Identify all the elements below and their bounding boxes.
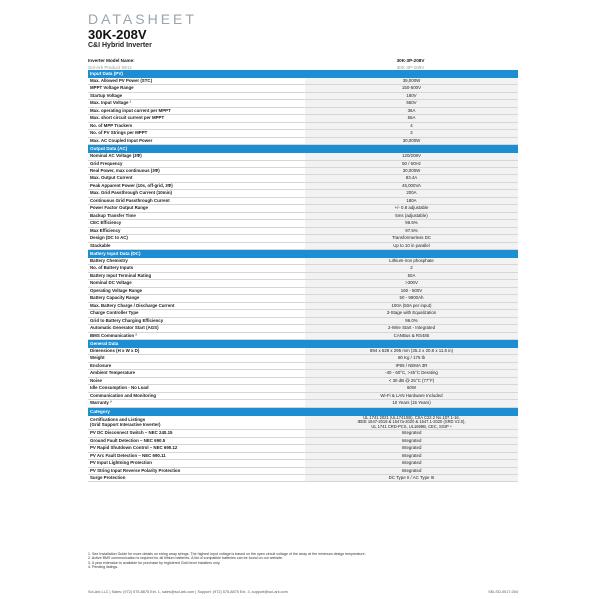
spec-label: Max. Output Current bbox=[90, 175, 133, 181]
footer-contact: Sol-Ark LLC | Sales: (972) 575-8875 Ext. 1, sales@sol-ark.com | Support: (972) 575-8875 Ext. 3, support@sol-ark.com bbox=[88, 590, 288, 594]
spec-label: Real Power, max continuous (3Φ) bbox=[90, 167, 160, 173]
model-sku-label: Sol-Ark Product SKU: bbox=[88, 65, 133, 70]
spec-label: Design (DC to AC) bbox=[90, 235, 128, 241]
spec-row bbox=[88, 385, 518, 392]
spec-row bbox=[88, 265, 518, 272]
datasheet-eyebrow: DATASHEET bbox=[88, 11, 197, 27]
spec-label: Max. AC Coupled Input Power bbox=[90, 137, 153, 143]
spec-row bbox=[88, 258, 518, 265]
spec-value: 80 Kg / 176 lb bbox=[305, 355, 518, 361]
footnote: 4. Pending listings. bbox=[88, 565, 119, 570]
spec-row bbox=[88, 220, 518, 227]
spec-label: Grid Frequency bbox=[90, 160, 123, 166]
footnote: 3. 5 year extension is available for purchase by registered Gold level installers only. bbox=[88, 560, 221, 565]
spec-value: Wi-Fi & LAN Hardware Included bbox=[305, 393, 518, 399]
spec-label: Operating Voltage Range bbox=[90, 287, 143, 293]
spec-row bbox=[88, 325, 518, 332]
spec-row bbox=[88, 168, 518, 175]
spec-label: Automatic Generator Start (AGS) bbox=[90, 325, 159, 331]
spec-label: Battery Capacity Range bbox=[90, 295, 140, 301]
spec-row bbox=[88, 243, 518, 250]
spec-value: +/- 0.8 adjustable bbox=[305, 205, 518, 211]
spec-value: 50 - 9900Ah bbox=[305, 295, 518, 301]
spec-value: 150-500V bbox=[305, 85, 518, 91]
spec-value: 50 / 60Hz bbox=[305, 161, 518, 167]
spec-label: Surge Protection bbox=[90, 475, 126, 481]
spec-row bbox=[88, 273, 518, 280]
spec-row bbox=[88, 348, 518, 355]
section-header: Input Data (PV) bbox=[88, 70, 518, 78]
spec-label: Nominal DC Voltage bbox=[90, 280, 132, 286]
spec-label: Battery Input Terminal Rating bbox=[90, 272, 152, 278]
model-info bbox=[88, 57, 518, 71]
spec-row bbox=[88, 153, 518, 160]
spec-table bbox=[88, 70, 518, 482]
spec-value: 10 Years (15 Years) bbox=[305, 400, 518, 406]
spec-label: Max. short circuit current per MPPT bbox=[90, 115, 165, 121]
model-sku-value: 30K-3P-208V bbox=[396, 65, 425, 70]
spec-label: Warranty ³ bbox=[90, 400, 112, 406]
spec-value: Up to 10 in parallel bbox=[305, 243, 518, 249]
spec-row bbox=[88, 198, 518, 205]
spec-value: 36A bbox=[305, 108, 518, 114]
spec-label: Backup Transfer Time bbox=[90, 212, 136, 218]
spec-row bbox=[88, 183, 518, 190]
spec-value: 2 bbox=[305, 130, 518, 136]
spec-row bbox=[88, 288, 518, 295]
footnote: 2. Active BMS communication is required for all lithium batteries. A list of compatible batteries can be found on our website. bbox=[88, 556, 283, 561]
spec-value: 55A bbox=[305, 115, 518, 121]
spec-row bbox=[88, 318, 518, 325]
spec-label: No. of MPP Trackers bbox=[90, 122, 133, 128]
page-title: 30K-208V bbox=[88, 27, 147, 42]
spec-value: 4 bbox=[305, 123, 518, 129]
section-header: General Data bbox=[88, 340, 518, 348]
spec-row bbox=[88, 205, 518, 212]
spec-label: BMS Communication ² bbox=[90, 332, 137, 338]
spec-row bbox=[88, 100, 518, 107]
spec-value: Integrated bbox=[305, 445, 518, 451]
spec-row bbox=[88, 295, 518, 302]
spec-value: 45,000VA bbox=[305, 183, 518, 189]
spec-label: Continuous Grid Passthrough Current bbox=[90, 197, 170, 203]
spec-row bbox=[88, 460, 518, 467]
spec-value: CANBus & RS485 bbox=[305, 333, 518, 339]
spec-label: PV Input Lightning Protection bbox=[90, 460, 152, 466]
spec-row bbox=[88, 138, 518, 145]
spec-value: 180V bbox=[305, 93, 518, 99]
spec-label: Weight bbox=[90, 355, 105, 361]
spec-value: 30,000W bbox=[305, 168, 518, 174]
spec-row bbox=[88, 123, 518, 130]
model-name-value: 30K-3P-208V bbox=[396, 58, 425, 63]
spec-row bbox=[88, 453, 518, 460]
spec-value: 39,000W bbox=[305, 78, 518, 84]
spec-value: >300V bbox=[305, 280, 518, 286]
spec-row bbox=[88, 161, 518, 168]
spec-row bbox=[88, 438, 518, 445]
spec-row bbox=[88, 370, 518, 377]
spec-label: Peak Apparent Power (10s, off-grid, 3Φ) bbox=[90, 182, 173, 188]
spec-label: CEC Efficiency bbox=[90, 220, 122, 226]
spec-value: Integrated bbox=[305, 453, 518, 459]
spec-row bbox=[88, 333, 518, 340]
spec-label: Nominal AC Voltage (3Φ) bbox=[90, 153, 142, 159]
section-header: Category bbox=[88, 408, 518, 416]
model-name-label: Inverter Model Name: bbox=[88, 58, 135, 63]
model-name-row bbox=[88, 57, 518, 64]
spec-label: Idle Consumption - No Load bbox=[90, 385, 149, 391]
spec-label: Ground Fault Detection – NEC 690.5 bbox=[90, 437, 166, 443]
spec-label: PV String Input Reverse Polarity Protection bbox=[90, 467, 181, 473]
spec-row bbox=[88, 468, 518, 475]
spec-row bbox=[88, 115, 518, 122]
spec-label: Battery Chemistry bbox=[90, 257, 128, 263]
spec-row bbox=[88, 213, 518, 220]
spec-row bbox=[88, 280, 518, 287]
spec-value: 100A (50A per input) bbox=[305, 303, 518, 309]
spec-value: 50A bbox=[305, 273, 518, 279]
spec-row bbox=[88, 393, 518, 400]
spec-row bbox=[88, 228, 518, 235]
footer-doc-id: SKLSD-0017-004 bbox=[488, 590, 518, 594]
spec-value: Integrated bbox=[305, 468, 518, 474]
spec-label: Communication and Monitoring bbox=[90, 392, 157, 398]
spec-label: No. of Battery Inputs bbox=[90, 265, 134, 271]
page-subtitle: C&I Hybrid Inverter bbox=[88, 42, 152, 49]
spec-value: 550V bbox=[305, 100, 518, 106]
spec-label: PV Arc Fault Detection – NEC 690.11 bbox=[90, 452, 166, 458]
spec-row bbox=[88, 378, 518, 385]
spec-value: 97.5% bbox=[305, 228, 518, 234]
spec-row bbox=[88, 310, 518, 317]
spec-row bbox=[88, 78, 518, 85]
footnotes bbox=[88, 552, 518, 570]
spec-row bbox=[88, 303, 518, 310]
spec-label: PV Rapid Shutdown Control – NEC 690.12 bbox=[90, 445, 178, 451]
spec-label: Max. Battery Charge / Discharge Current bbox=[90, 302, 175, 308]
spec-value: 60W bbox=[305, 385, 518, 391]
spec-value: Integrated bbox=[305, 460, 518, 466]
spec-label: Charge Controller Type bbox=[90, 310, 139, 316]
spec-row bbox=[88, 400, 518, 407]
spec-value: 894 x 528 x 295 mm (35.2 x 20.8 x 11.6 in) bbox=[305, 348, 518, 354]
spec-value: 2-Wire Start - Integrated bbox=[305, 325, 518, 331]
spec-value: Integrated bbox=[305, 438, 518, 444]
spec-label: Stackable bbox=[90, 242, 111, 248]
spec-value: Transformerless DC bbox=[305, 235, 518, 241]
spec-value: 200A bbox=[305, 190, 518, 196]
spec-label: Max. Grid Passthrough Current (10min) bbox=[90, 190, 172, 196]
spec-label: Max Efficiency bbox=[90, 227, 121, 233]
spec-label: Grid to Battery Charging Efficiency bbox=[90, 317, 164, 323]
spec-label: Ambient Temperature bbox=[90, 370, 136, 376]
spec-value: 180A bbox=[305, 198, 518, 204]
spec-value: 2 bbox=[305, 265, 518, 271]
spec-value: UL 1741 2021 (UL1741SB), CSA C22.2 No.107.1-16, IEEE 1547-2018 & 1547a-2020 & 1547.1-2020 (SRD V2.0), UL 1741 CRD-PCS, UL1699B, CEC, SGIP ⁴ bbox=[305, 416, 518, 430]
spec-label: Dimensions (H x W x D) bbox=[90, 347, 140, 353]
spec-row bbox=[88, 445, 518, 452]
spec-row bbox=[88, 85, 518, 92]
spec-value: 5ms (adjustable) bbox=[305, 213, 518, 219]
spec-label: No. of PV Strings per MPPT bbox=[90, 130, 148, 136]
spec-label: MPPT Voltage Range bbox=[90, 85, 134, 91]
spec-row bbox=[88, 363, 518, 370]
spec-row bbox=[88, 416, 518, 431]
spec-label: Max. Input Voltage ¹ bbox=[90, 100, 132, 106]
spec-label: Enclosure bbox=[90, 362, 112, 368]
spec-value: 96.0% bbox=[305, 318, 518, 324]
spec-label: Noise bbox=[90, 377, 102, 383]
spec-label: Certifications and Listings (Grid Support Interactive Inverter) bbox=[90, 416, 161, 428]
section-header: Battery Input Data (DC) bbox=[88, 250, 518, 258]
footnote: 1. See Installation Guide for more details on string array strings. The highest input voltage is based on the open circuit voltage of the array at the minimum design temperature. bbox=[88, 552, 366, 556]
spec-value: 96.5% bbox=[305, 220, 518, 226]
spec-value: 120/208V bbox=[305, 153, 518, 159]
spec-label: Startup Voltage bbox=[90, 92, 123, 98]
spec-value: 83.4A bbox=[305, 175, 518, 181]
spec-value: < 30 dB @ 25°C (77°F) bbox=[305, 378, 518, 384]
spec-value: Lithium-iron phosphate bbox=[305, 258, 518, 264]
spec-row bbox=[88, 175, 518, 182]
spec-row bbox=[88, 235, 518, 242]
spec-value: 160 - 500V bbox=[305, 288, 518, 294]
spec-row bbox=[88, 475, 518, 482]
spec-value: IP65 / NEMA 3R bbox=[305, 363, 518, 369]
spec-row bbox=[88, 93, 518, 100]
spec-value: Integrated bbox=[305, 430, 518, 436]
spec-row bbox=[88, 108, 518, 115]
page-footer bbox=[88, 590, 518, 594]
section-header: Output Data (AC) bbox=[88, 145, 518, 153]
spec-row bbox=[88, 430, 518, 437]
spec-value: DC Type II / AC Type III bbox=[305, 475, 518, 481]
spec-value: 3-Stage with Equalization bbox=[305, 310, 518, 316]
spec-value: 30,000W bbox=[305, 138, 518, 144]
spec-label: PV DC Disconnect Switch – NEC 240.15 bbox=[90, 430, 173, 436]
spec-value: -40 - 60°C, >45°C Derating bbox=[305, 370, 518, 376]
spec-label: Max. operating input current per MPPT bbox=[90, 107, 171, 113]
spec-row bbox=[88, 190, 518, 197]
spec-row bbox=[88, 130, 518, 137]
spec-label: Max. Allowed PV Power (STC) bbox=[90, 78, 153, 83]
spec-row bbox=[88, 355, 518, 362]
spec-label: Power Factor Output Range bbox=[90, 205, 149, 211]
